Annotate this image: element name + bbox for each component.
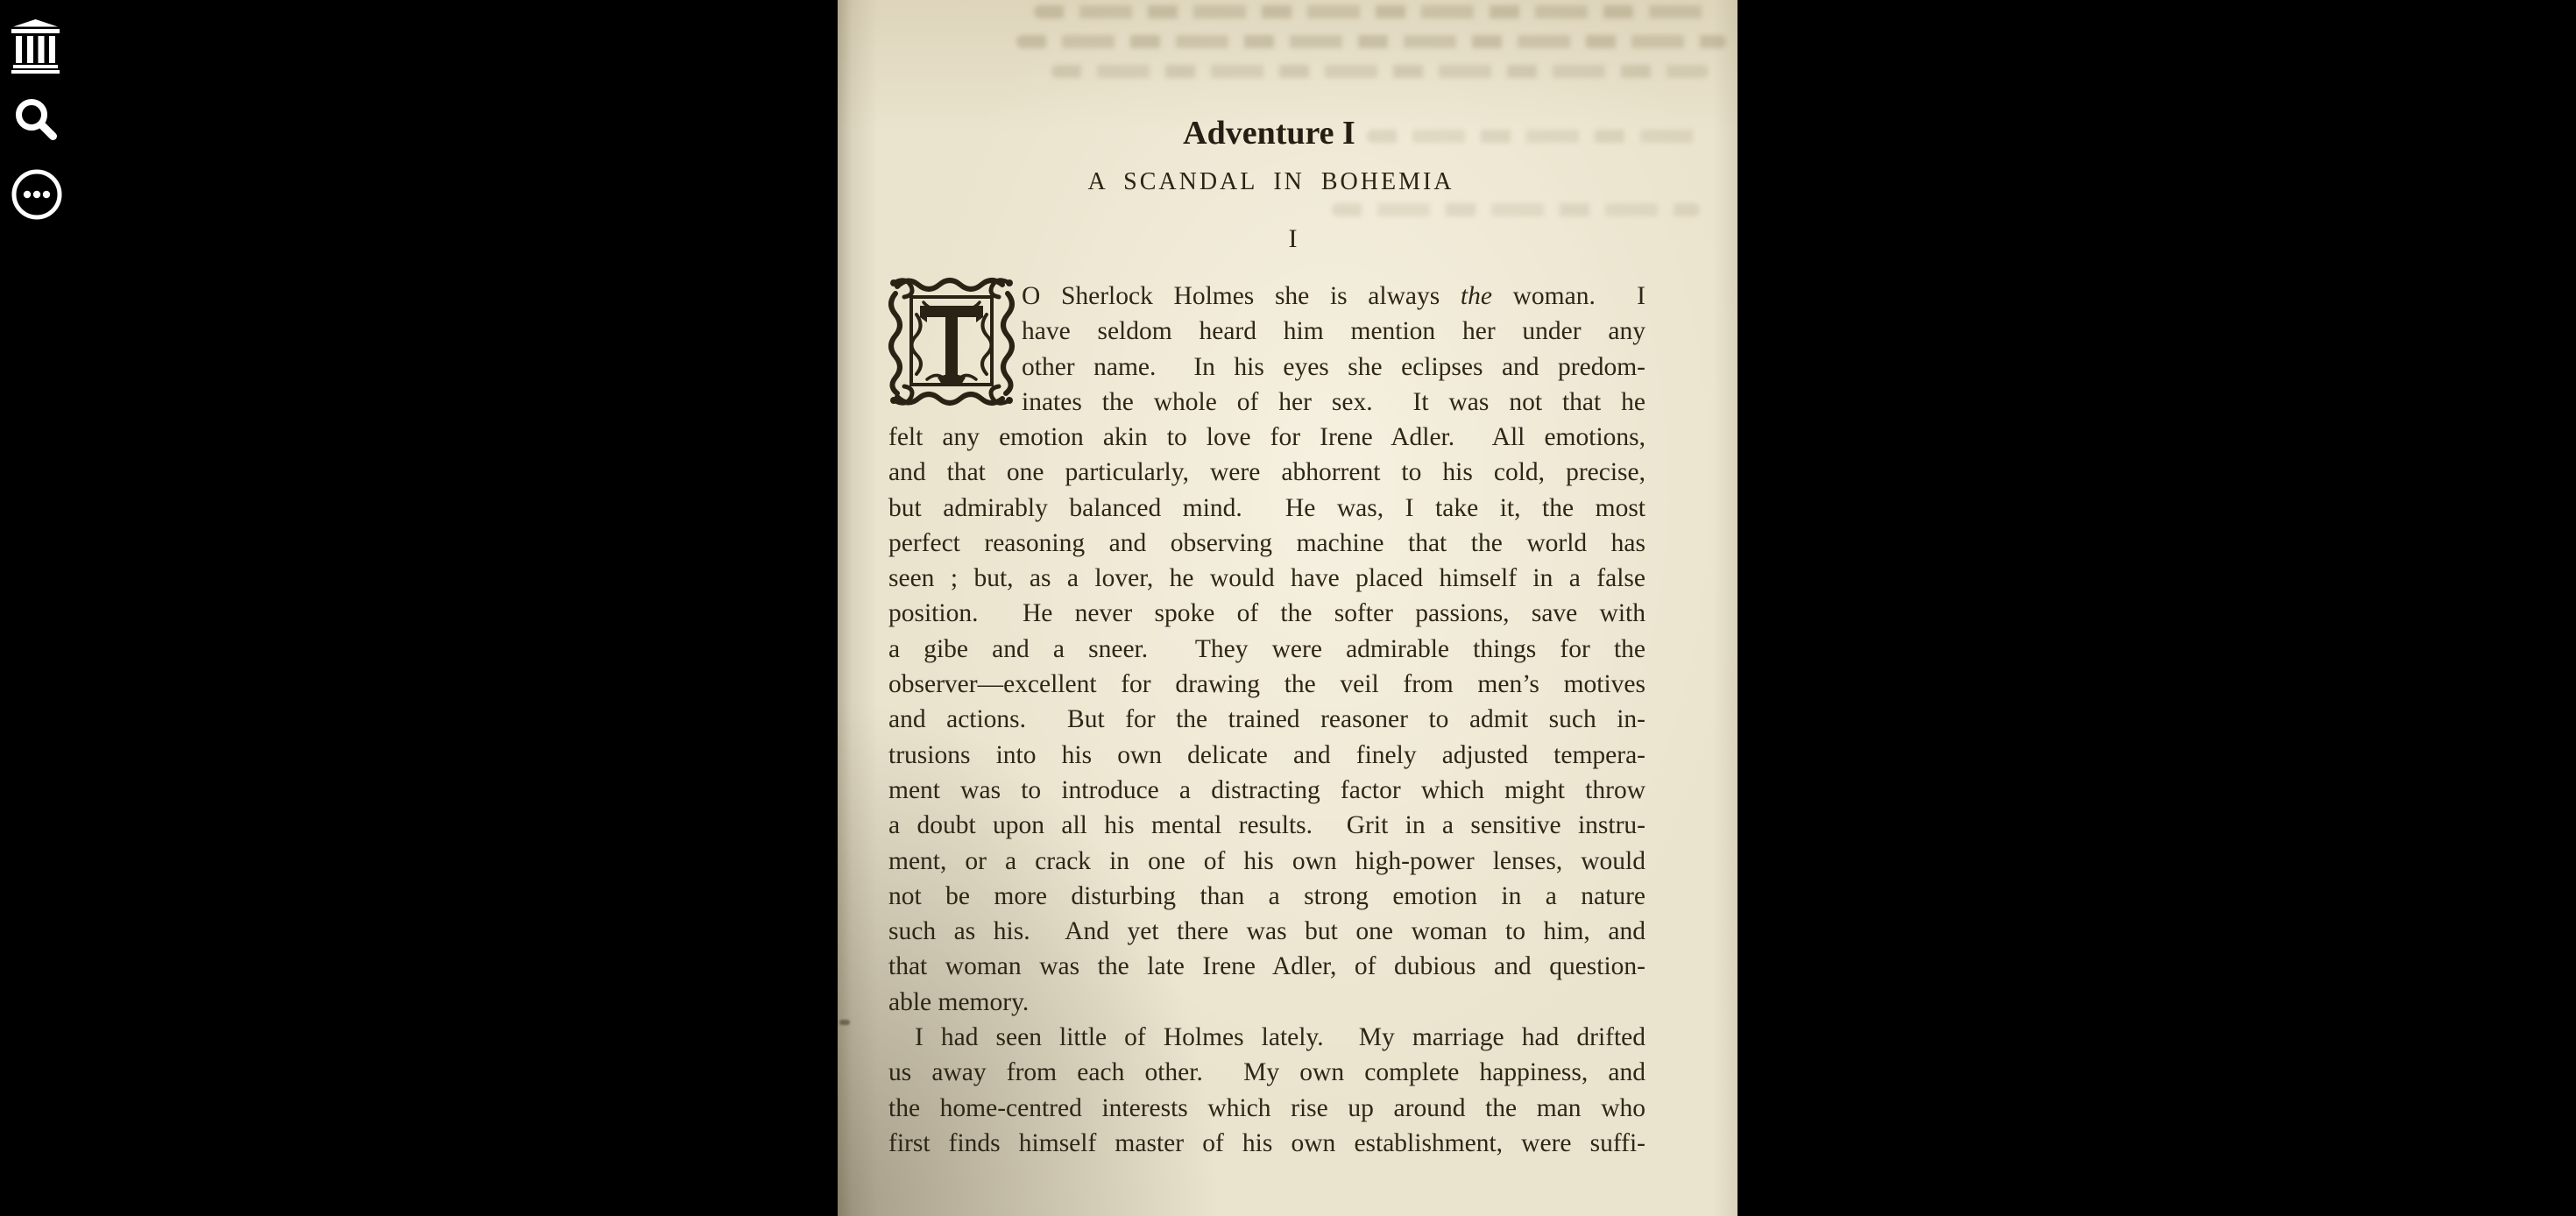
text-line: have seldom heard him mention her under any xyxy=(1022,317,1645,346)
text-line: such as his. And yet there was but one woman to him, and xyxy=(888,917,1645,946)
ornate-dropcap-T xyxy=(885,274,1018,409)
chapter-heading: Adventure I xyxy=(1183,115,1355,152)
paragraph-first-block xyxy=(1022,279,1645,420)
text-line: other name. In his eyes she eclipses and predom- xyxy=(1022,352,1645,381)
text-line: perfect reasoning and observing machine that the world has xyxy=(888,528,1645,557)
text-line: ment was to introduce a distracting factor which might throw xyxy=(888,775,1645,804)
text-line: and that one particularly, were abhorrent to his cold, precise, xyxy=(888,458,1645,487)
search-button[interactable] xyxy=(13,96,59,142)
text-line: but admirably balanced mind. He was, I take it, the most xyxy=(888,493,1645,522)
text-line: I had seen little of Holmes lately. My marriage had drifted xyxy=(915,1023,1645,1052)
text-line: that woman was the late Irene Adler, of dubious and question- xyxy=(888,952,1645,981)
text-line: a gibe and a sneer. They were admirable things for the xyxy=(888,634,1645,663)
page-edge-mark xyxy=(839,1020,850,1025)
text-line-part: woman. I xyxy=(1491,282,1645,310)
ellipsis-circle-icon xyxy=(11,210,63,223)
book-page-scan[interactable] xyxy=(838,0,1737,1216)
text-line: felt any emotion akin to love for Irene Adler. All emotions, xyxy=(888,423,1645,451)
text-line: ment, or a crack in one of his own high-power lenses, would xyxy=(888,846,1645,875)
text-line: not be more disturbing than a strong emotion in a nature xyxy=(888,881,1645,910)
left-toolbar xyxy=(0,0,105,350)
ghost-text-line xyxy=(1051,65,1709,78)
text-line: first finds himself master of his own establishment, were suffi- xyxy=(888,1128,1645,1157)
text-line: trusions into his own delicate and finely adjusted tempera- xyxy=(888,740,1645,769)
text-line: observer—excellent for drawing the veil from men’s motives xyxy=(888,670,1645,699)
text-line-part: O Sherlock Holmes she is always xyxy=(1022,282,1461,310)
more-options-button[interactable] xyxy=(11,168,63,221)
story-title: A SCANDAL IN BOHEMIA xyxy=(1087,168,1454,195)
text-line: inates the whole of her sex. It was not that he xyxy=(1022,387,1645,416)
text-line xyxy=(1022,279,1645,314)
archive-logo-button[interactable] xyxy=(11,19,60,74)
text-line: the home-centred interests which rise up around the man who xyxy=(888,1093,1645,1122)
archive-logo-icon xyxy=(11,63,60,76)
italic-word: the xyxy=(1460,282,1492,310)
search-icon xyxy=(13,131,59,145)
ghost-text-line xyxy=(1034,5,1717,18)
paragraph-body xyxy=(888,420,1645,1161)
section-numeral: I xyxy=(1288,224,1298,253)
text-line: us away from each other. My own complete happiness, and xyxy=(888,1058,1645,1087)
text-line: seen ; but, as a lover, he would have placed himself in a false xyxy=(888,564,1645,593)
text-line: position. He never spoke of the softer passions, save with xyxy=(888,599,1645,628)
text-line: able memory. xyxy=(888,987,1030,1016)
text-line: a doubt upon all his mental results. Grit in a sensitive instru- xyxy=(888,811,1645,840)
ghost-text-line xyxy=(1016,35,1726,48)
ghost-text-line xyxy=(1332,203,1700,216)
text-line: and actions. But for the trained reasoner to admit such in- xyxy=(888,705,1645,734)
